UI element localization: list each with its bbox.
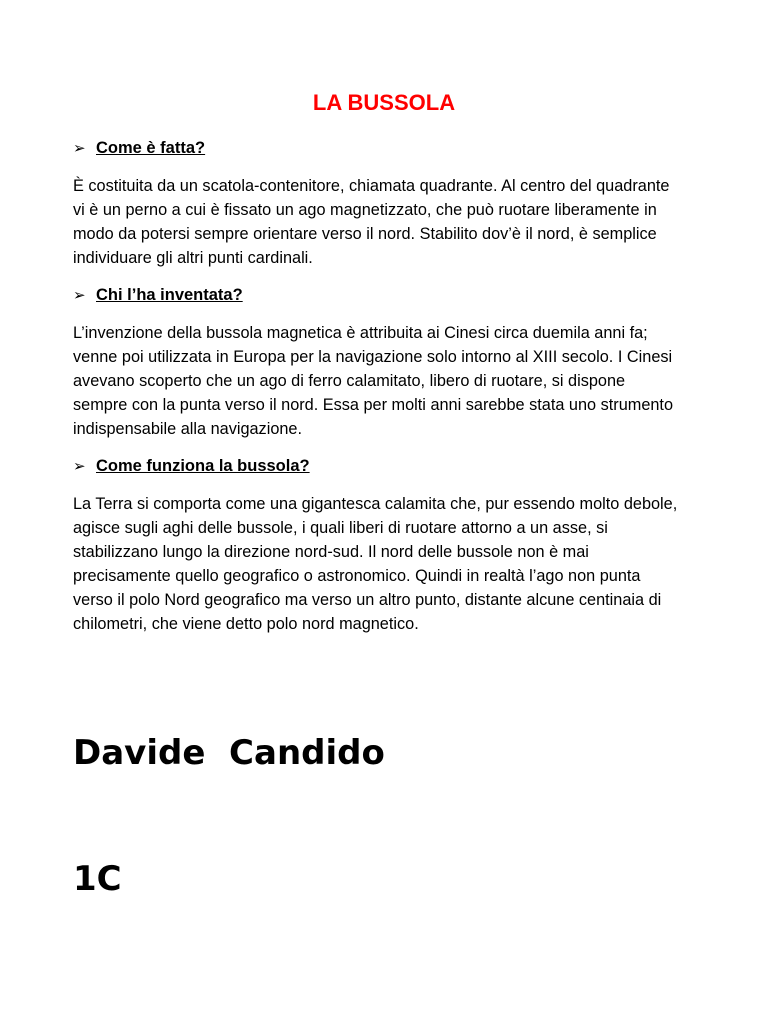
- section-paragraph-chi-lha-inventata: [73, 321, 703, 441]
- section-heading-text: Come funziona la bussola?: [96, 457, 310, 475]
- section-paragraph-come-funziona: [73, 492, 703, 636]
- section-heading-text: Chi l’ha inventata?: [96, 286, 243, 304]
- author-name: Davide Candido: [73, 733, 385, 773]
- section-heading-chi-lha-inventata: [73, 284, 243, 307]
- arrowhead-bullet-icon: ➢: [73, 140, 86, 157]
- paragraph-line: indispensabile alla navigazione.: [73, 420, 303, 438]
- section-heading-text: Come è fatta?: [96, 139, 206, 157]
- arrowhead-bullet-icon: ➢: [73, 458, 86, 475]
- paragraph-line: precisamente quello geografico o astronomico. Quindi in realtà l’ago non punta: [73, 567, 641, 585]
- document-title: LA BUSSOLA: [312, 90, 456, 115]
- paragraph-line: agisce sugli aghi delle bussole, i quali liberi di ruotare attorno a un asse, si: [73, 519, 608, 537]
- section-heading-come-funziona: [73, 455, 310, 478]
- paragraph-line: avevano scoperto che un ago di ferro calamitato, libero di ruotare, si dispone: [73, 372, 626, 390]
- section-heading-come-e-fatta: [73, 137, 205, 160]
- paragraph-line: venne poi utilizzata in Europa per la navigazione solo intorno al XIII secolo. I Cinesi: [73, 348, 673, 366]
- paragraph-line: chilometri, che viene detto polo nord magnetico.: [73, 615, 419, 633]
- paragraph-line: individuare gli altri punti cardinali.: [73, 249, 313, 267]
- paragraph-line: stabilizzano lungo la direzione nord-sud. Il nord delle bussole non è mai: [73, 543, 589, 561]
- author-class: 1C: [73, 859, 122, 899]
- author-signature: [73, 648, 385, 984]
- paragraph-line: modo da potersi sempre orientare verso il nord. Stabilito dov’è il nord, è semplice: [73, 225, 657, 243]
- paragraph-line: sempre con la punta verso il nord. Essa per molti anni sarebbe stata uno strumento: [73, 396, 674, 414]
- section-paragraph-come-e-fatta: [73, 174, 703, 270]
- paragraph-line: È costituita da un scatola-contenitore, chiamata quadrante. Al centro del quadrante: [73, 177, 670, 195]
- arrowhead-bullet-icon: ➢: [73, 287, 86, 304]
- paragraph-line: La Terra si comporta come una gigantesca calamita che, pur essendo molto debole,: [73, 495, 678, 513]
- paragraph-line: verso il polo Nord geografico ma verso un altro punto, distante alcune centinaia di: [73, 591, 662, 609]
- paragraph-line: vi è un perno a cui è fissato un ago magnetizzato, che può ruotare liberamente in: [73, 201, 657, 219]
- paragraph-line: L’invenzione della bussola magnetica è attribuita ai Cinesi circa duemila anni fa;: [73, 324, 648, 342]
